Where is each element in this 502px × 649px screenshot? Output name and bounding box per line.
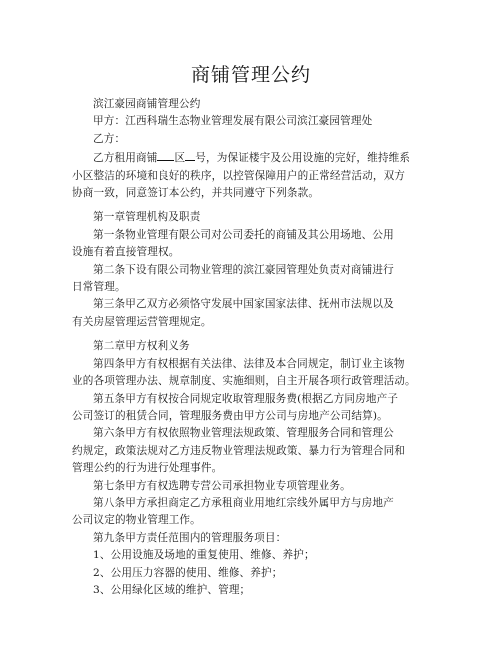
article-line: 设施有着直接管理权。 [72,246,180,259]
article-line: 第六条甲方有权依照物业管理法规政策、管理服务合同和管理公 [93,427,394,440]
intro-text-segment: 乙方租用商铺 [93,152,158,165]
article-line: 公司议定的物业管理工作。 [72,514,201,527]
article-line: 业的各项管理办法、规章制度、实施细则，自主开展各项行政管理活动。 [72,375,416,388]
article-line: 第四条甲方有权根据有关法律、法律及本合同规定，制订业主该物 [93,357,405,370]
intro-line: 滨江豪园商铺管理公约 [93,98,201,110]
article-line: 第一条物业管理有限公司对公司委托的商铺及其公用场地、公用 [93,228,394,241]
party-b-line: 乙方： [93,132,126,145]
article-line: 公司签订的租赁合同，管理服务费由甲方公司与房地产公司结算)。 [72,409,388,422]
article-line: 第八条甲方承担商定乙方承租商业用地红宗线外属甲方与房地产 [93,496,394,509]
article-line: 约规定，政策法规对乙方违反物业管理法规政策、暴力行为管理合同和 [72,444,406,457]
intro-paragraph-line [72,148,434,167]
list-item: 1、公用设施及场地的重复使用、维修、养护； [93,549,315,562]
intro-text-segment: 区 [174,152,186,165]
list-item: 3、公用绿化区域的维护、管理； [93,583,251,596]
chapter-heading: 第二章甲方权利义务 [93,340,190,353]
fill-in-blank [185,148,195,161]
article-line: 有关房屋管理运营管理规定。 [72,315,212,328]
document-body [72,96,434,599]
article-line: 第五条甲方有权按合同规定收取管理服务费(根据乙方同房地产子 [93,392,399,405]
intro-paragraph-line: 协商一致，同意签订本公约，并共同遵守下列条款。 [72,187,320,200]
article-line: 日常管理。 [72,281,126,294]
list-item: 2、公用压力容器的使用、维修、养护； [93,566,283,579]
intro-paragraph-line: 小区整洁的环境和良好的秩序，以控管保障用户的正常经营活动，双方 [72,169,406,182]
intro-text-segment: 号，为保证楼宇及公用设施的完好，维持维系 [195,152,411,165]
party-a-line: 甲方：江西科瑞生态物业管理发展有限公司滨江豪园管理处 [93,115,373,128]
article-line: 第七条甲方有权选聘专营公司承担物业专项管理业务。 [93,479,351,492]
article-line: 管理公约的行为进行处理事件。 [72,462,223,475]
document-title: 商铺管理公约 [190,64,311,86]
article-line: 第二条下设有限公司物业管理的滨江豪园管理处负责对商铺进行 [93,263,394,276]
fill-in-blank [157,148,174,161]
chapter-heading: 第一章管理机构及职责 [93,211,201,224]
article-line: 第三条甲乙双方必须恪守发展中国家国家法律、抚州市法规以及 [93,298,394,311]
article-line: 第九条甲方责任范围内的管理服务项目： [93,531,287,544]
